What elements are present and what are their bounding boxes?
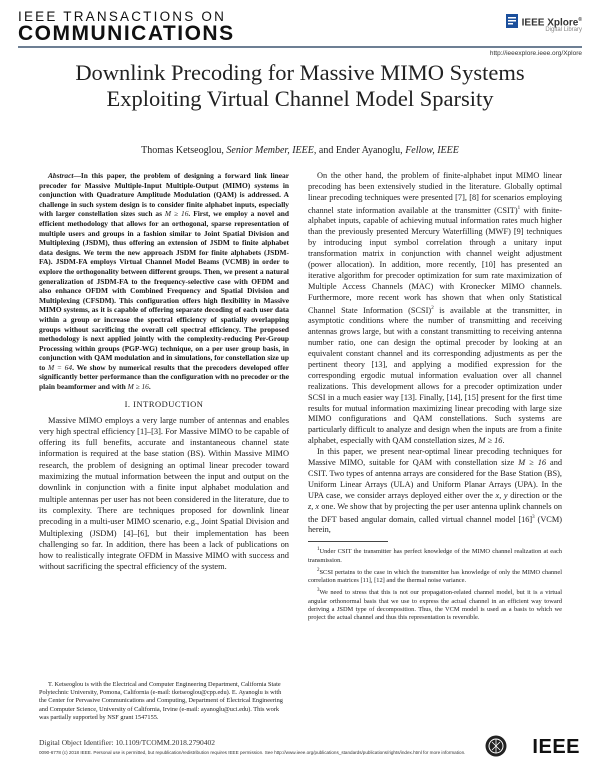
abstract-label: Abstract [48, 171, 74, 180]
abstract-math-m64: M = 64 [47, 362, 73, 372]
author-2-role: Fellow, IEEE [405, 145, 459, 156]
footnote-mark-2: 2 [431, 305, 434, 311]
footnote-2-text: SCSI pertains to the case in which the transmitter has knowledge of only the MIMO channel correlation matrices [11], [12] and the thermal noise variance. [308, 568, 562, 585]
rp2-b: and CSIT. Two types of antenna arrays are considered for the Base Station (BS), Uniform Linear Arrays (ULA) and Uniform Planar Arrays (UPA). In the UPA case, we consider arrays deployed either over the [308, 458, 563, 500]
abstract-text-a: —In this paper, the problem of designing a forward link linear precoder for Massive Multiple-Input Multiple-Output (MIMO) systems in conjunction with Quadrature Amplitude Modulation (QAM) is addressed. A challenge in such system design is to consider finite alphabet inputs, especially with larger constellation sizes such as [39, 171, 289, 219]
title-line-2: Exploiting Virtual Channel Model Sparsity [106, 86, 494, 111]
rp2-a: In this paper, we present near-optimal linear precoding techniques for Massive MIMO, suitable for QAM with constellation size [308, 447, 562, 468]
author-and: and [318, 145, 334, 156]
abstract-math-m16: M ≥ 16 [164, 209, 189, 219]
doi-line: Digital Object Identifier: 10.1109/TCOMM.2018.2790402 [39, 738, 215, 747]
rp2-d: direction or the [507, 490, 563, 500]
footnote-3 [308, 587, 562, 622]
right-paragraph-2 [308, 447, 562, 536]
left-column [39, 171, 289, 573]
rp1-math: M ≥ 16 [478, 436, 503, 446]
journal-name-line2: COMMUNICATIONS [18, 22, 235, 45]
rp1-a: On the other hand, the problem of finite-alphabet input MIMO linear precoding has been extensively studied in the literature. Globally optimal linear precoding techniques were presented [7], [8] for scenarios employing channel state information available at the transmitter (CSIT) [308, 171, 562, 215]
title-line-1: Downlink Precoding for Massive MIMO Systems [75, 60, 525, 85]
footnote-1 [308, 546, 562, 565]
xplore-brand [522, 17, 582, 33]
abstract-text-d: . [148, 382, 151, 392]
abstract-math-m16b: M ≥ 16 [127, 382, 149, 392]
rp2-x: x [495, 490, 500, 500]
header-rule [18, 46, 582, 48]
ieee-seal-icon [485, 735, 507, 757]
copyright-notice: 0090-6778 (c) 2018 IEEE. Personal use is permitted, but republication/redistribution requires IEEE permission. See http://www.ieee.org/publications_standards/publications/rights/index.html for more information. [39, 750, 466, 755]
rp1-b: with finite-alphabet inputs, capable of achieving mutual information rates much higher than the previously presented Mercury Waterfilling (MWF) [9] techniques by introducing input symbol correlation through a unitary input transformation matrix in conjunction with channel weight adjustment (power allocation). In addition, more recently, [10] has presented an iterative algorithm for precoder optimization for sum rate maximization of Multiple Access Channels (MAC) with Kronecker MIMO channels. Furthermore, more recent work has shown that when only Statistical Channel State Information (SCSI) [308, 205, 563, 315]
footnote-1-number: 1 [317, 547, 320, 553]
rp2-f: one. We show that by projecting the per user antenna uplink channels on the DFT based angular domain, called virtual channel model [16] [308, 501, 562, 524]
abstract-text-b: . First, we employ a novel and efficient methodology that allows for an orthogonal, sparse representation of multiple users and groups in a fashion similar to Joint Spatial Division and Multiplexing (JSDM), thus offering an extension of JSDM to finite alphabet data designs. We term the new approach JSDM for finite alphabets (JSDM-FA). JSDM-FA employs Virtual Channel Model Beams (VCMB) in order to explore the orthogonality between different groups. Then, we present a natural generalization of JSDM-FA to the frequency-selective case with OFDM and also enhance OFDM with Combined Frequency and Spatial Division and Multiplexing (CFSDM). This configuration offers high flexibility in Massive MIMO systems, as it is capable of offering separate decoding of each user data within a group or increase the spectral efficiency of spatially overlapping groups without sacrificing the overall cell spectral efficiency. The proposed methodology is next applied jointly with the complexity-reducing Per-Group Processing within groups (PGP-WG) technique, on a per user group basis, in conjunction with QAM modulation and in simulations, for constellation size up to [39, 209, 289, 372]
xplore-subtitle: Digital Library [545, 27, 582, 34]
xplore-logo-icon [506, 14, 518, 28]
xplore-name: IEEE Xplore [521, 17, 579, 29]
rp1-d: . [502, 436, 505, 446]
section-heading-introduction: I. INTRODUCTION [124, 398, 204, 409]
author-2-name: Ender Ayanoglu, [335, 145, 403, 156]
rp2-e: , [311, 501, 316, 511]
left-footnote [39, 681, 289, 722]
rp2-x2: x [315, 501, 320, 511]
rp1-c: is available at the transmitter, in asymptotic conditions where the number of transmitting and receiving antennas grows large, but with a constant transmitting to receiving antenna number ratio, one can design the optimal precoder by looking at an equivalent constant channel and its corresponding adjustments as per the pertinent theory [13], and applying a modified expression for the corresponding ergodic mutual information evaluation over all channel realizations. This development allows for a precoder optimization under SCSI in a much easier way [13]. Finally, [14], [15] present for the first time results for mutual information maximizing linear precoding with large size MIMO configurations and QAM constellations. Such systems are particularly difficult to analyze and design when the inputs are from a finite alphabet, especially with QAM constellation sizes, [308, 305, 562, 446]
author-affiliation-footnote: T. Ketseoglou is with the Electrical and Computer Engineering Department, California State Polytechnic University, Pomona, California (e-mail: tketseoglou@cpp.edu). E. Ayanoglu is with the Center for Pervasive Communications and Computing, Department of Electrical Engineering and Computer Science, University of California, Irvine (e-mail: ayanoglu@uci.edu). This work was partially supported by NSF grant 1547155. [39, 681, 283, 721]
rp2-math: M ≥ 16 [518, 458, 547, 468]
right-column [308, 171, 562, 624]
footnote-mark-1: 1 [517, 205, 521, 211]
rp2-g: (VCM) herein, [308, 514, 562, 535]
footnote-1-text: Under CSIT the transmitter has perfect knowledge of the MIMO channel realization at each transmission. [308, 548, 562, 564]
footnote-2 [308, 567, 562, 586]
footnote-3-number: 3 [317, 588, 320, 594]
rp2-c: , [499, 490, 504, 500]
right-paragraph-1 [308, 171, 562, 447]
ieee-logo: IEEE [532, 736, 580, 758]
abstract-text-c: . We show by numerical results that the precoders developed offer significantly better performance than the configuration with no precoder or the plain beamformer and with [39, 362, 289, 392]
intro-paragraph: Massive MIMO employs a very large number of antennas and enables very high spectral efficiency [1]–[3]. For Massive MIMO to be capable of offering its full benefits, accurate and instantaneous channel state information is required at the base station (BS). Within Massive MIMO research, the problem of designing an optimal linear precoder toward maximizing the mutual information between the input and output on the downlink in conjunction with a finite input alphabet modulation and multiple antennas per user has not been considered in the literature, due to its complexity. There are techniques proposed for downlink linear precoding in a multi-user MIMO scenario, e.g., Joint Spatial Division and Multiplexing (JSDM) [4]–[6], but their implementation has been challenging so far. In addition, there has been a lack of publications on how to realistically integrate OFDM in Massive MIMO with success and without sacrificing the spectral efficiency of the system. [39, 415, 289, 572]
rp2-z: z [308, 501, 312, 511]
rp2-y: y [503, 490, 508, 500]
xplore-registered-mark: ® [578, 17, 582, 23]
journal-name-line1: IEEE TRANSACTIONS ON [18, 9, 227, 24]
author-line [20, 145, 580, 156]
paper-title [20, 60, 580, 112]
abstract [39, 171, 289, 392]
xplore-url-link[interactable]: http://ieeexplore.ieee.org/Xplore [489, 50, 582, 57]
footnote-mark-3: 3 [532, 514, 535, 520]
author-1-role: Senior Member, IEEE, [226, 145, 317, 156]
footnote-2-number: 2 [317, 567, 320, 573]
author-1-name: Thomas Ketseoglou, [141, 145, 224, 156]
footnote-3-text: We need to stress that this is not our propagation-related channel model, but it is a virtual angular orthonormal basis that we use to express the actual channel in an efficient way toward deriving a JSDM type of decomposition. Thus, the VCM model is used as a basis to which we project the actual channel and thus this representation is reversible. [308, 589, 562, 621]
right-footnote-rule [308, 541, 388, 542]
